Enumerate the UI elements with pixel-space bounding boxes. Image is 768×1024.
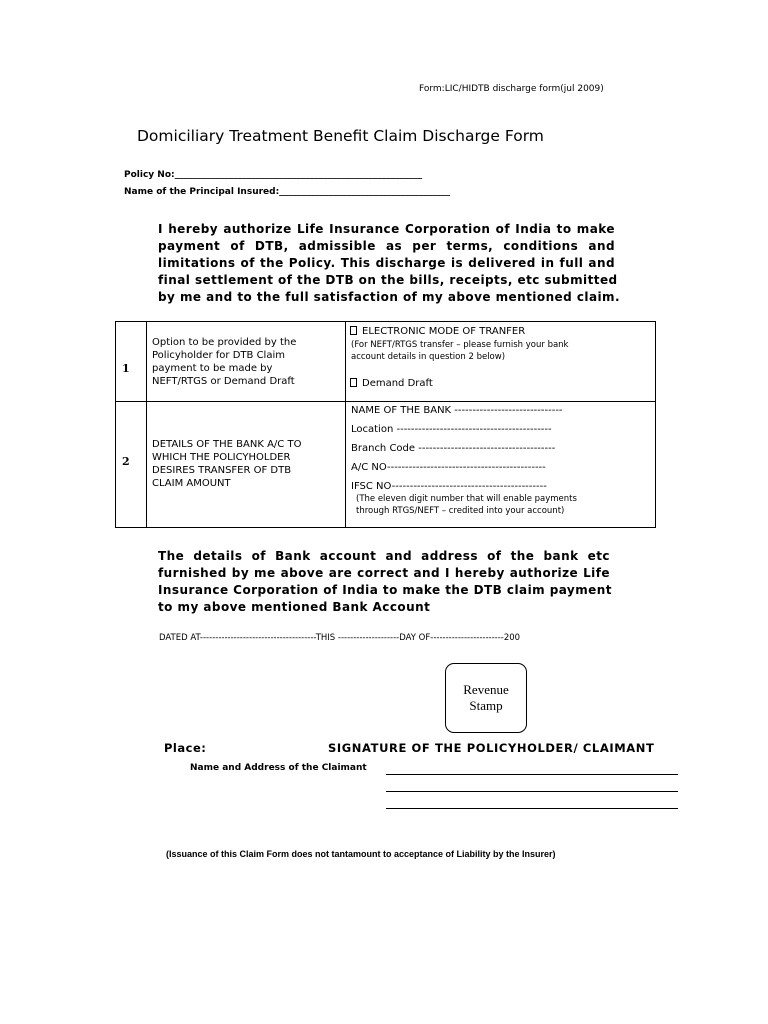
liability-disclaimer: (Issuance of this Claim Form does not tantamount to acceptance of Liability by the Insurer)	[166, 849, 556, 859]
ifsc-field[interactable]: IFSC NO-------------------------------------------	[351, 481, 547, 492]
declaration-line: furnished by me above are correct and I hereby authorize Life	[158, 566, 610, 580]
row-2-number: 2	[122, 455, 130, 468]
account-number-field[interactable]: A/C NO--------------------------------------------	[351, 462, 546, 473]
dated-line[interactable]: DATED AT--------------------------------------THIS --------------------DAY OF------------------------200	[159, 633, 521, 643]
location-field[interactable]: Location -------------------------------------------	[351, 424, 552, 435]
claimant-address-line-2[interactable]	[386, 791, 678, 792]
bank-details-table	[115, 321, 656, 528]
form-title: Domiciliary Treatment Benefit Claim Discharge Form	[137, 127, 544, 145]
authorization-line: payment of DTB, admissible as per terms, conditions and	[158, 239, 615, 253]
form-reference: Form:LIC/HIDTB discharge form(jul 2009)	[419, 84, 604, 94]
branch-code-field[interactable]: Branch Code --------------------------------------	[351, 443, 556, 454]
policy-no-field: Policy No:_______________________________________________________	[124, 170, 423, 180]
authorization-line: I hereby authorize Life Insurance Corporation of India to make	[158, 222, 615, 236]
authorization-line: final settlement of the DTB on the bills, receipts, etc submitted	[158, 273, 618, 287]
revenue-stamp-box: Revenue Stamp	[445, 663, 527, 733]
electronic-transfer-note: (For NEFT/RTGS transfer – please furnish your bank account details in question 2 below)	[351, 340, 569, 362]
row-1-description: Option to be provided by the Policyholder for DTB Claim payment to be made by NEFT/RTGS or Demand Draft	[152, 337, 297, 387]
declaration-line: Insurance Corporation of India to make the DTB claim payment	[158, 583, 612, 597]
principal-insured-field: Name of the Principal Insured:______________________________________	[124, 187, 451, 197]
claimant-address-line-3[interactable]	[386, 808, 678, 809]
authorization-line: limitations of the Policy. This discharge is delivered in full and	[158, 256, 615, 270]
demand-draft-checkbox[interactable]	[350, 378, 357, 387]
row-1-number: 1	[122, 362, 130, 375]
place-label: Place:	[164, 741, 207, 755]
electronic-transfer-checkbox[interactable]	[350, 326, 357, 335]
claimant-address-line-1[interactable]	[386, 774, 678, 775]
declaration-line: The details of Bank account and address of the bank etc	[158, 549, 610, 563]
declaration-line: to my above mentioned Bank Account	[158, 600, 431, 614]
claimant-name-address-label: Name and Address of the Claimant	[190, 763, 367, 773]
bank-name-field[interactable]: NAME OF THE BANK ------------------------------	[351, 405, 563, 416]
demand-draft-option[interactable]: Demand Draft	[350, 377, 433, 390]
electronic-transfer-option[interactable]: ELECTRONIC MODE OF TRANFER	[350, 325, 525, 338]
ifsc-note: (The eleven digit number that will enable payments through RTGS/NEFT – credited into your account)	[356, 494, 577, 516]
declaration-paragraph	[158, 548, 610, 616]
row-2-description: DETAILS OF THE BANK A/C TO WHICH THE POLICYHOLDER DESIRES TRANSFER OF DTB CLAIM AMOUNT	[152, 439, 302, 489]
signature-label: SIGNATURE OF THE POLICYHOLDER/ CLAIMANT	[328, 741, 655, 755]
authorization-line: by me and to the full satisfaction of my above mentioned claim.	[158, 290, 621, 304]
authorization-paragraph	[158, 221, 621, 306]
